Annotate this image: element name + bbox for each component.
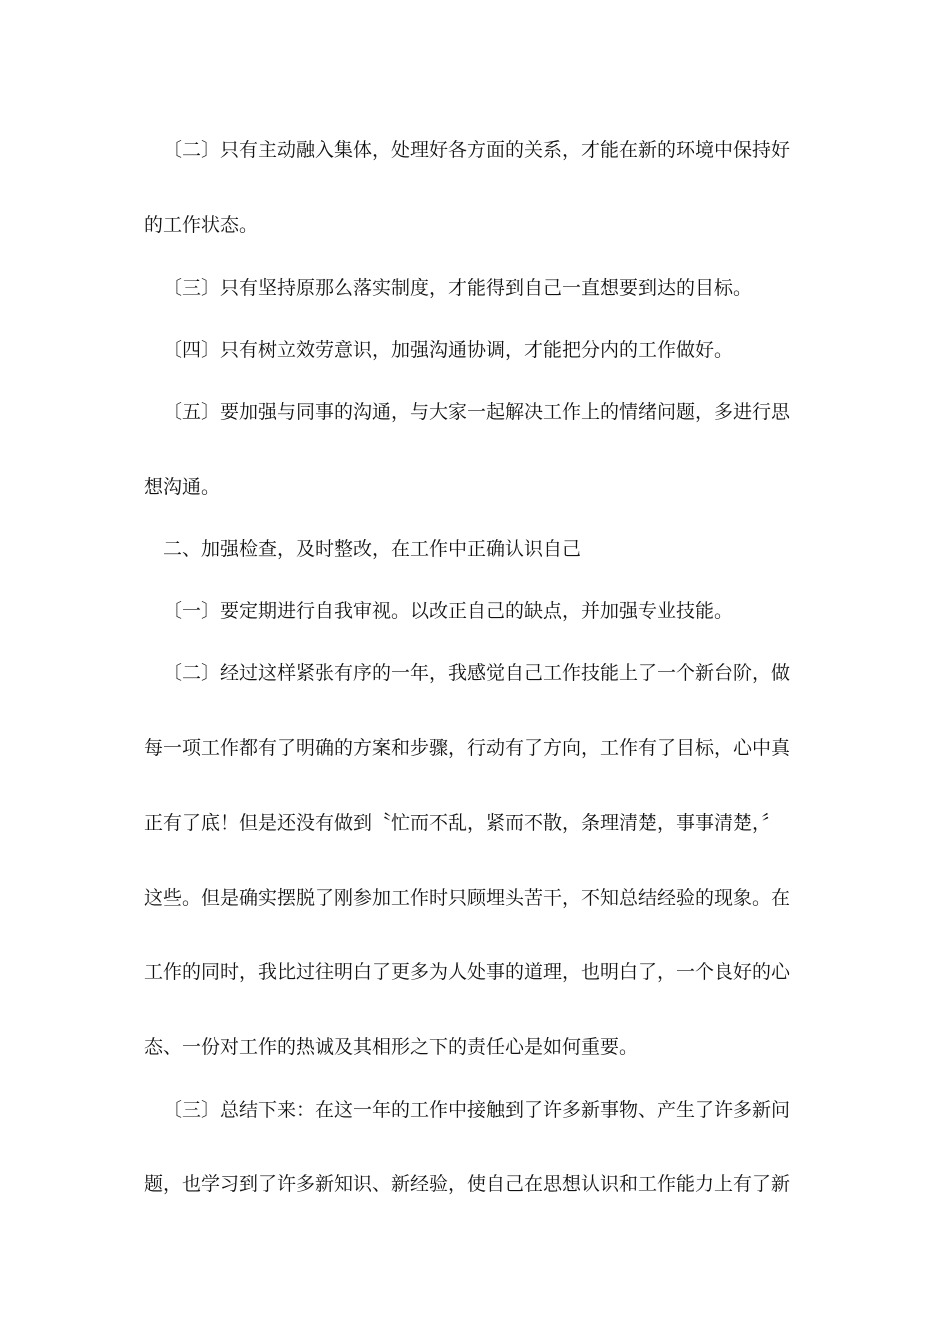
section-heading: 二、加强检查，及时整改，在工作中正确认识自己 — [163, 538, 582, 560]
paragraph-line: 〔四〕只有树立效劳意识，加强沟通协调，才能把分内的工作做好。 — [163, 339, 734, 361]
paragraph-line: 〔一〕要定期进行自我审视。以改正自己的缺点，并加强专业技能。 — [163, 600, 734, 622]
paragraph-line: 想沟通。 — [144, 476, 221, 498]
paragraph-line: 〔二〕经过这样紧张有序的一年，我感觉自己工作技能上了一个新台阶，做 — [163, 662, 791, 684]
paragraph-line: 的工作状态。 — [144, 214, 259, 236]
paragraph-line: 工作的同时，我比过往明白了更多为人处事的道理，也明白了，一个良好的心 — [144, 961, 791, 983]
paragraph-line: 每一项工作都有了明确的方案和步骤，行动有了方向，工作有了目标，心中真 — [144, 737, 791, 759]
paragraph-line: 这些。但是确实摆脱了刚参加工作时只顾埋头苦干，不知总结经验的现象。在 — [144, 887, 791, 909]
paragraph-line: 态、一份对工作的热诚及其相形之下的责任心是如何重要。 — [144, 1036, 639, 1058]
paragraph-line: 〔三〕只有坚持原那么落实制度，才能得到自己一直想要到达的目标。 — [163, 277, 753, 299]
paragraph-line: 正有了底！但是还没有做到〝忙而不乱，紧而不散，条理清楚，事事清楚，〞 — [144, 812, 781, 834]
paragraph-line: 题，也学习到了许多新知识、新经验，使自己在思想认识和工作能力上有了新 — [144, 1173, 791, 1195]
paragraph-line: 〔五〕要加强与同事的沟通，与大家一起解决工作上的情绪问题，多进行思 — [163, 401, 791, 423]
paragraph-line: 〔二〕只有主动融入集体，处理好各方面的关系，才能在新的环境中保持好 — [163, 139, 791, 161]
paragraph-line: 〔三〕总结下来：在这一年的工作中接触到了许多新事物、产生了许多新问 — [163, 1099, 791, 1121]
